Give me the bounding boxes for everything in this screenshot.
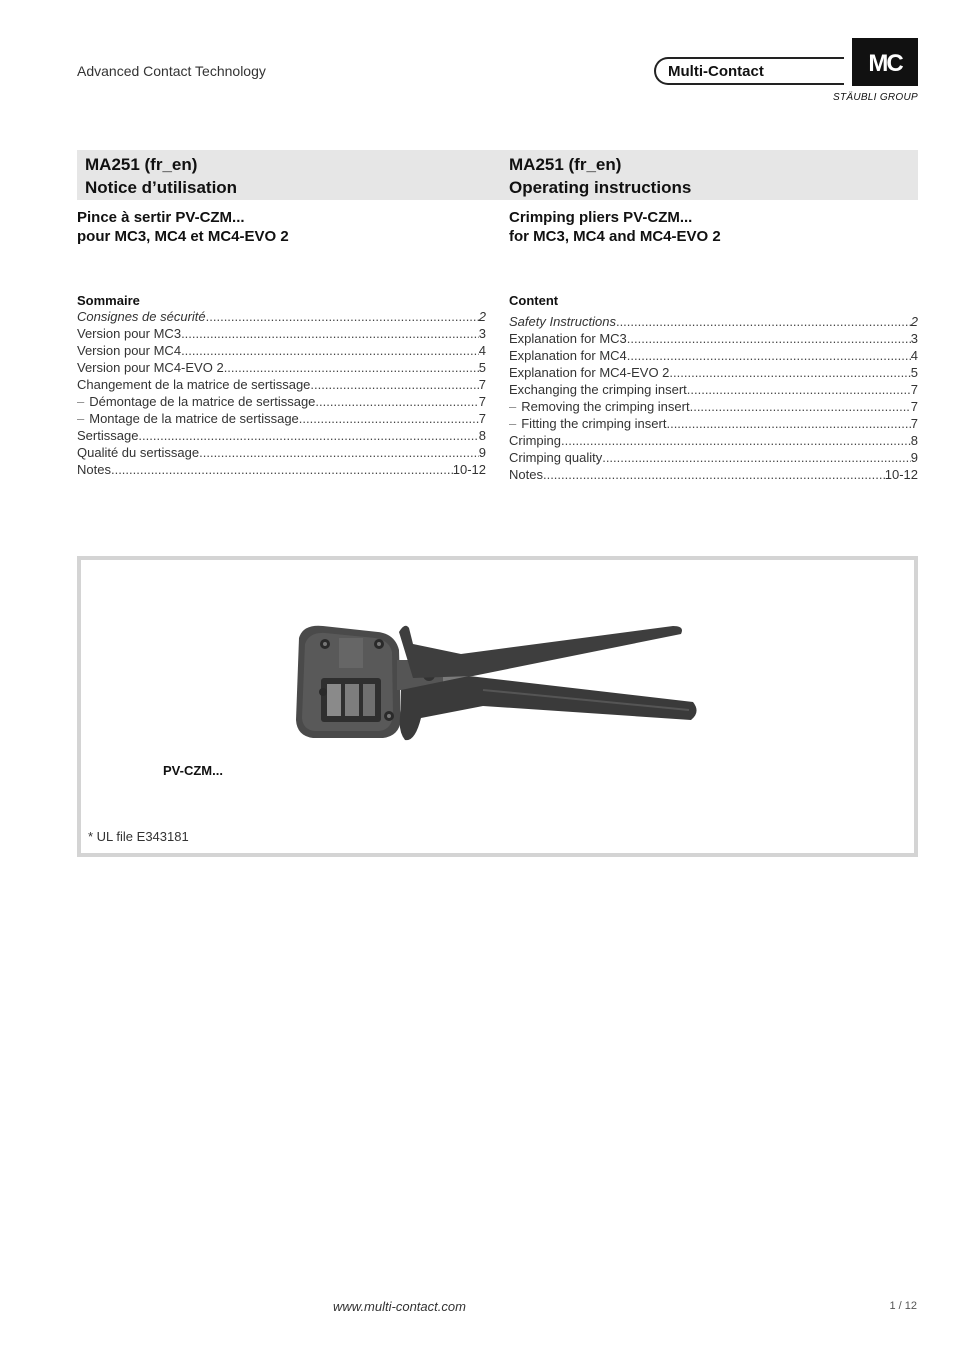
toc-entry (77, 376, 486, 393)
product-name-en: Crimping pliers PV-CZM... (509, 209, 693, 226)
title-fr (85, 153, 494, 199)
toc-entry (509, 432, 918, 449)
toc-entry-page: 2 (910, 314, 918, 329)
crimping-pliers-image (293, 620, 698, 744)
toc-entry (509, 466, 918, 483)
toc-entry-page: 7 (910, 399, 918, 414)
toc-leader-dots (111, 461, 453, 478)
toc-leader-dots (627, 330, 911, 347)
toc-entry-page: 7 (910, 416, 918, 431)
toc-entry (77, 393, 486, 410)
toc-entry-label: Notes (77, 462, 111, 477)
toc-entry-label: Explanation for MC4-EVO 2 (509, 365, 670, 380)
figure-caption: PV-CZM... (163, 763, 223, 778)
toc-entry-page: 8 (910, 433, 918, 448)
toc-leader-dots (687, 381, 911, 398)
toc-leader-dots (224, 359, 479, 376)
toc-entry (509, 415, 918, 432)
toc-leader-dots (543, 466, 885, 483)
toc-entry-label: Explanation for MC3 (509, 331, 627, 346)
toc-entry-label: Crimping quality (509, 450, 603, 465)
toc-entry-page: 7 (478, 394, 486, 409)
product-name-fr: Pince à sertir PV-CZM... (77, 209, 245, 226)
toc-entry-page: 3 (910, 331, 918, 346)
toc-entry-text: Montage de la matrice de sertissage (89, 411, 299, 426)
toc-entry-page: 5 (910, 365, 918, 380)
toc-entry (509, 364, 918, 381)
toc-entry (509, 449, 918, 466)
toc-entry-page: 8 (478, 428, 486, 443)
toc-entry-label: Sertissage (77, 428, 139, 443)
toc-entry-label: Consignes de sécurité (77, 309, 206, 324)
toc-leader-dots (181, 342, 479, 359)
toc-entry (77, 444, 486, 461)
toc-leader-dots (138, 427, 478, 444)
toc-entry-label: Version pour MC4-EVO 2 (77, 360, 224, 375)
toc-leader-dots (206, 308, 479, 325)
doc-title-fr: Notice d’utilisation (85, 178, 238, 197)
brand-wordmark (654, 57, 844, 85)
toc-entry (77, 410, 486, 427)
product-scope-en: for MC3, MC4 and MC4-EVO 2 (509, 228, 721, 245)
toc-entry-label: Version pour MC4 (77, 343, 182, 358)
toc-leader-dots (310, 376, 478, 393)
toc-entry-page: 2 (478, 309, 486, 324)
toc-leader-dots (602, 449, 911, 466)
doc-title-en: Operating instructions (509, 178, 692, 197)
toc-dash: – (509, 416, 517, 431)
toc-leader-dots (199, 444, 479, 461)
toc-leader-dots (627, 347, 911, 364)
toc-leader-dots (616, 313, 911, 330)
footer-url: www.multi-contact.com (333, 1299, 466, 1314)
mc-logo: MC (852, 38, 918, 86)
toc-entry (509, 381, 918, 398)
toc-entry-page: 7 (478, 377, 486, 392)
page-number: 1 / 12 (889, 1300, 917, 1312)
toc-entry (77, 427, 486, 444)
toc-entry-page: 4 (478, 343, 486, 358)
toc-entry-text: Removing the crimping insert (521, 399, 690, 414)
toc-dash: – (77, 394, 85, 409)
toc-entry (509, 330, 918, 347)
toc-entry (77, 325, 486, 342)
toc-leader-dots (690, 398, 911, 415)
toc-entry-page: 9 (910, 450, 918, 465)
toc-entry-label: Notes (509, 467, 543, 482)
doc-code-en: MA251 (fr_en) (509, 155, 622, 174)
toc-entry (77, 359, 486, 376)
toc-entry-label (77, 393, 315, 410)
toc-entry-text: Fitting the crimping insert (521, 416, 667, 431)
toc-entry-page: 3 (478, 326, 486, 341)
toc-entry-page: 10-12 (884, 467, 918, 482)
brand-name: Multi-Contact (668, 63, 764, 80)
company-tagline: Advanced Contact Technology (77, 63, 266, 79)
toc-entry-label: Safety Instructions (509, 314, 616, 329)
toc-entry-label: Changement de la matrice de sertissage (77, 377, 311, 392)
subtitle-fr (77, 208, 486, 246)
toc-dash: – (77, 411, 85, 426)
toc-entry-text: Démontage de la matrice de sertissage (89, 394, 316, 409)
toc-entry (77, 342, 486, 359)
toc-entry-page: 10-12 (452, 462, 486, 477)
toc-entry-page: 4 (910, 348, 918, 363)
toc-entry (509, 398, 918, 415)
toc-heading-fr: Sommaire (77, 293, 140, 308)
toc-heading-en: Content (509, 293, 559, 308)
toc-fr (77, 293, 486, 478)
toc-entry-label: Crimping (509, 433, 562, 448)
toc-leader-dots (181, 325, 479, 342)
toc-entry-page: 7 (478, 411, 486, 426)
toc-entry-label (509, 415, 666, 432)
title-en (509, 153, 918, 199)
product-scope-fr: pour MC3, MC4 et MC4-EVO 2 (77, 228, 289, 245)
toc-entry (77, 308, 486, 325)
toc-leader-dots (669, 364, 910, 381)
toc-entry-label: Version pour MC3 (77, 326, 182, 341)
toc-entry-label: Exchanging the crimping insert (509, 382, 687, 397)
toc-dash: – (509, 399, 517, 414)
toc-entry-label (77, 410, 299, 427)
toc-entry-label: Explanation for MC4 (509, 348, 627, 363)
toc-entry-page: 9 (478, 445, 486, 460)
toc-leader-dots (561, 432, 911, 449)
toc-entry (77, 461, 486, 478)
toc-list-fr (77, 308, 486, 478)
toc-leader-dots (299, 410, 479, 427)
toc-entry-page: 5 (478, 360, 486, 375)
doc-code-fr: MA251 (fr_en) (85, 155, 198, 174)
toc-leader-dots (315, 393, 478, 410)
toc-en (509, 293, 918, 483)
toc-entry (509, 313, 918, 330)
toc-list-en (509, 313, 918, 483)
toc-leader-dots (666, 415, 910, 432)
toc-entry-page: 7 (910, 382, 918, 397)
subtitle-en (509, 208, 918, 246)
group-label: STÄUBLI GROUP (832, 92, 918, 103)
toc-entry-label (509, 398, 690, 415)
toc-entry-label: Qualité du sertissage (77, 445, 200, 460)
ul-file-note: * UL file E343181 (88, 829, 189, 844)
toc-entry (509, 347, 918, 364)
